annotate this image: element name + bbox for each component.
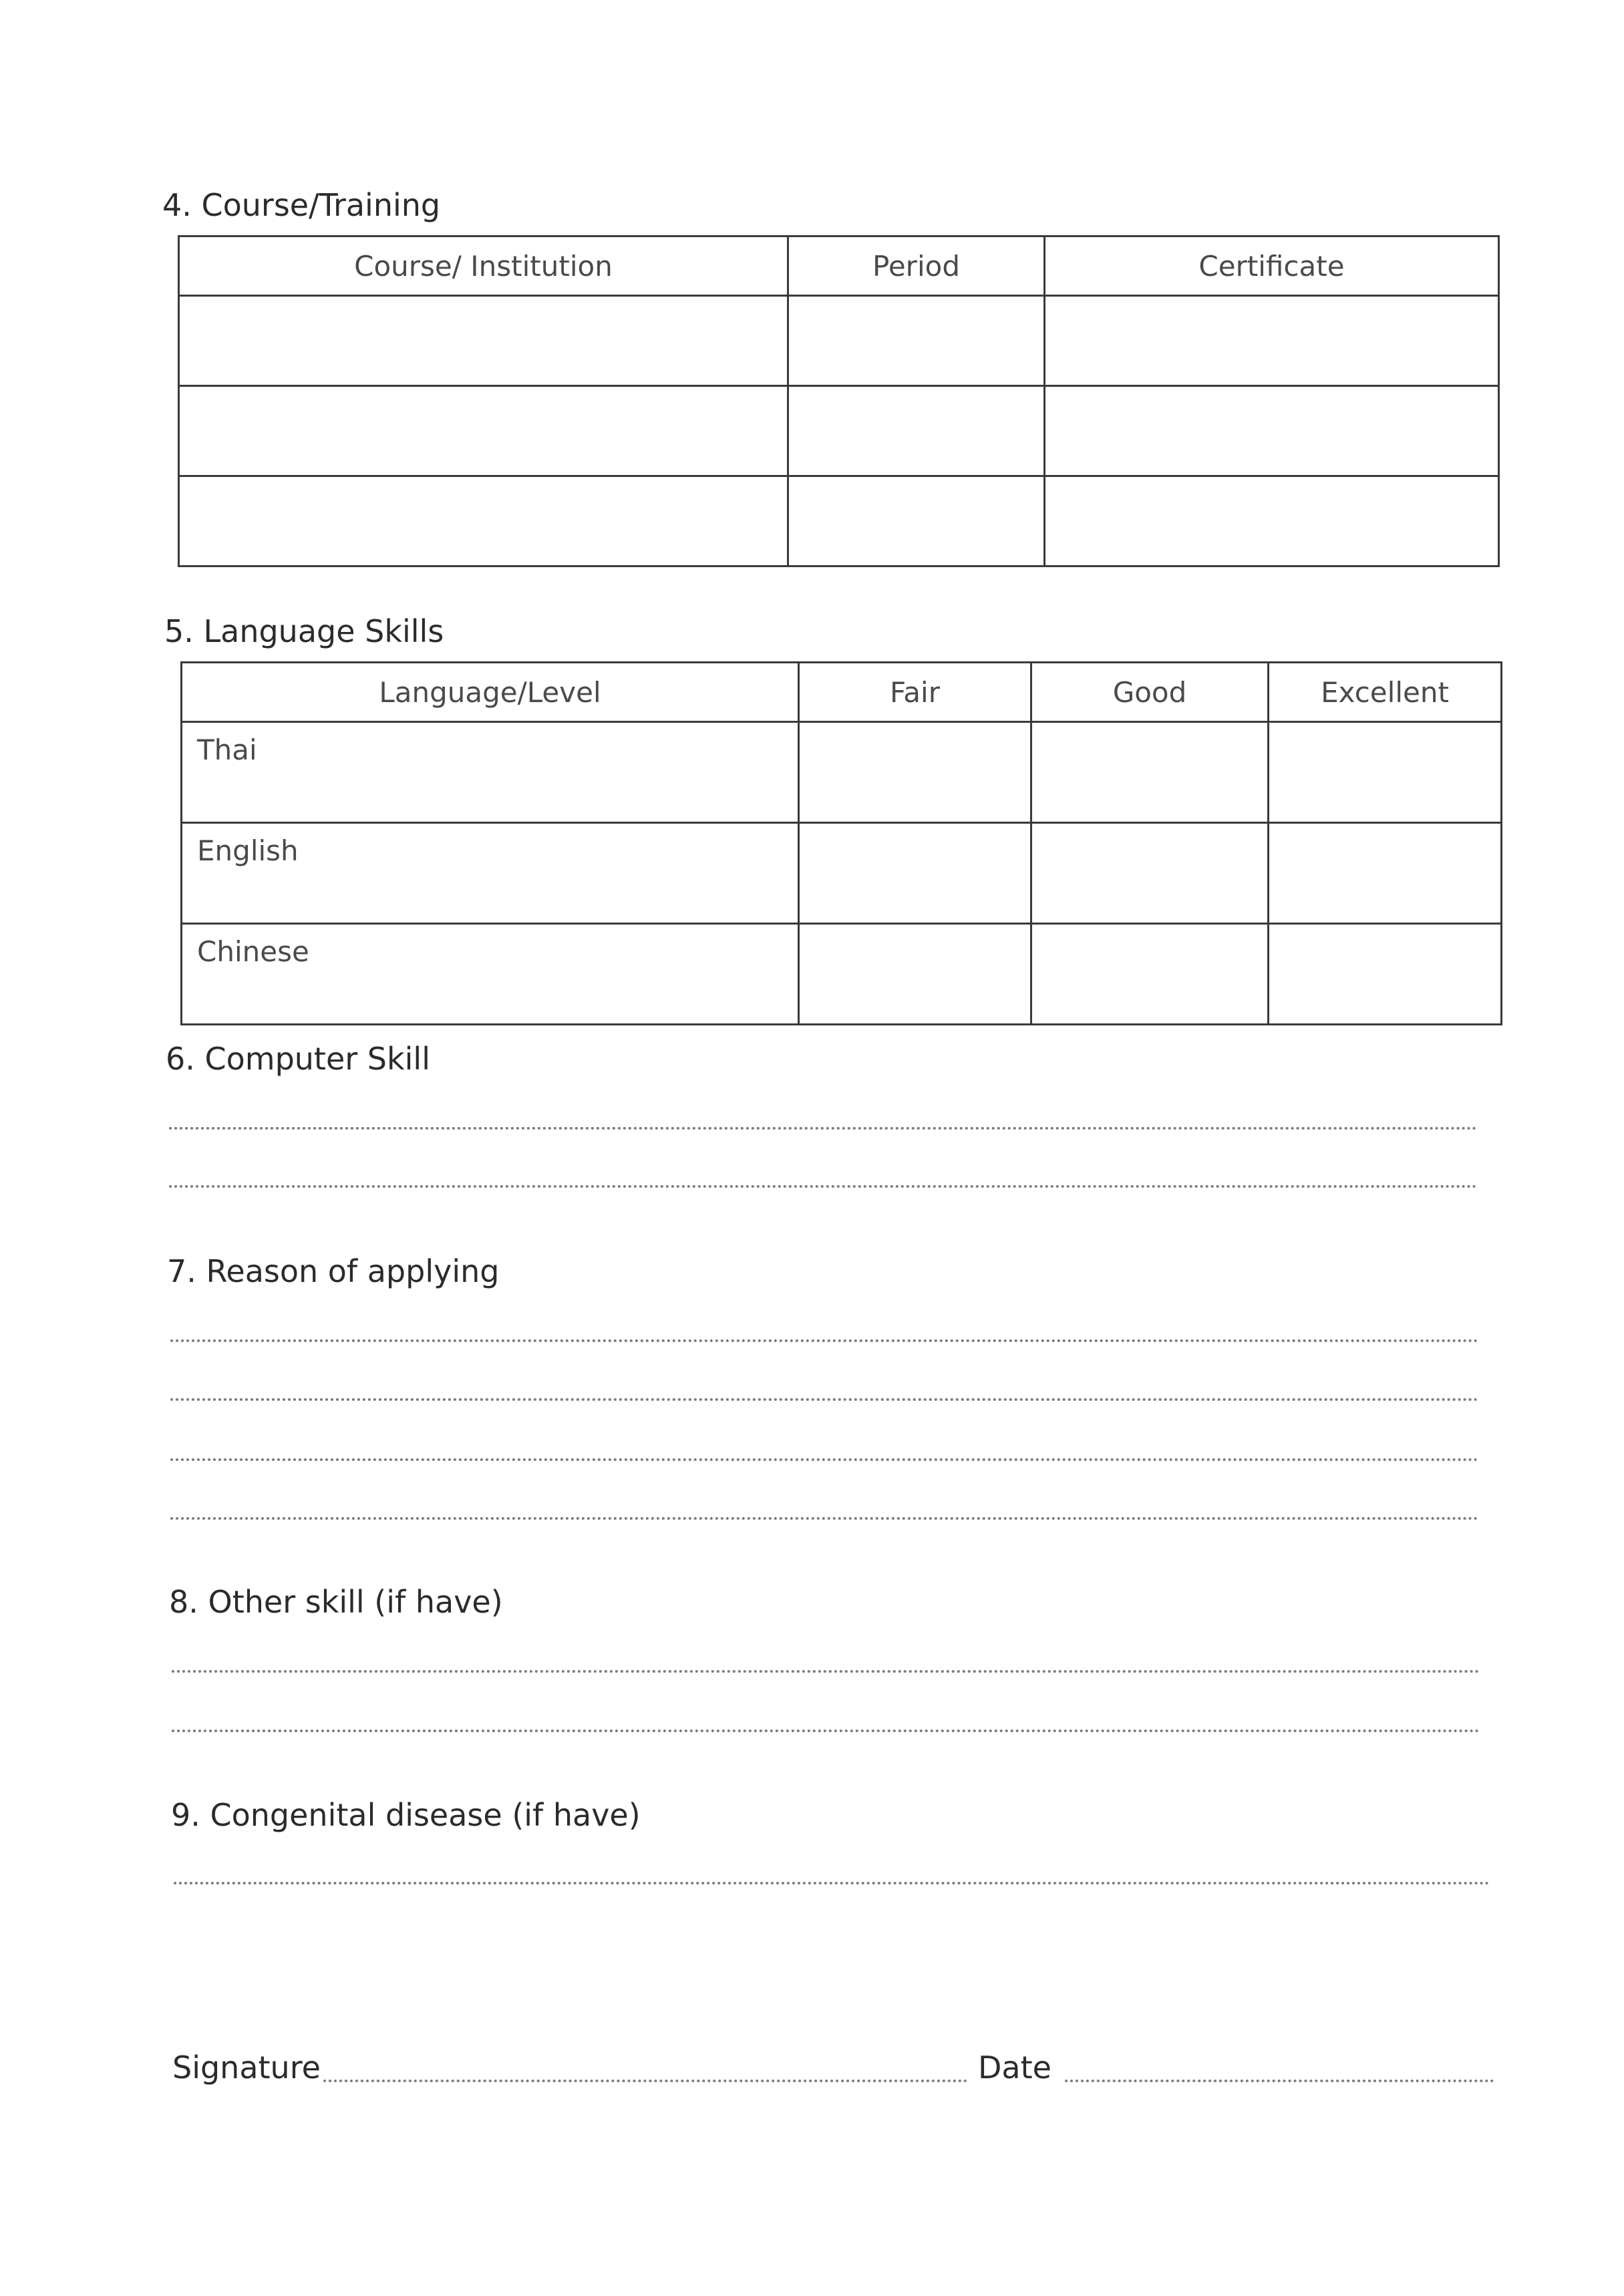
congenital-disease-heading: 9. Congenital disease (if have) — [171, 1797, 641, 1833]
table-row — [182, 823, 1502, 924]
column-header-certificate: Certificate — [1045, 236, 1499, 296]
course-institution-cell[interactable] — [179, 476, 788, 566]
excellent-cell[interactable] — [1269, 722, 1502, 823]
date-line[interactable] — [1065, 2080, 1494, 2082]
column-header-period: Period — [788, 236, 1045, 296]
certificate-cell[interactable] — [1045, 476, 1499, 566]
good-cell[interactable] — [1031, 924, 1269, 1025]
column-header-good: Good — [1031, 663, 1269, 722]
congenital-disease-line[interactable] — [174, 1882, 1490, 1884]
table-row — [182, 722, 1502, 823]
column-header-excellent: Excellent — [1269, 663, 1502, 722]
computer-skill-line-1[interactable] — [169, 1127, 1477, 1130]
excellent-cell[interactable] — [1269, 924, 1502, 1025]
certificate-cell[interactable] — [1045, 386, 1499, 476]
signature-label: Signature — [172, 2049, 321, 2086]
other-skill-line-1[interactable] — [172, 1670, 1480, 1673]
signature-date-row — [172, 2049, 1495, 2092]
reason-line-3[interactable] — [170, 1458, 1478, 1461]
language-skills-heading: 5. Language Skills — [164, 613, 444, 649]
computer-skill-heading: 6. Computer Skill — [166, 1041, 430, 1077]
other-skill-heading: 8. Other skill (if have) — [169, 1584, 503, 1620]
signature-line[interactable] — [323, 2080, 967, 2082]
fair-cell[interactable] — [799, 722, 1031, 823]
good-cell[interactable] — [1031, 823, 1269, 924]
period-cell[interactable] — [788, 296, 1045, 386]
reason-line-1[interactable] — [170, 1339, 1478, 1342]
language-name-english: English — [182, 823, 799, 924]
course-institution-cell[interactable] — [179, 296, 788, 386]
period-cell[interactable] — [788, 386, 1045, 476]
computer-skill-line-2[interactable] — [169, 1185, 1477, 1188]
reason-of-applying-heading: 7. Reason of applying — [167, 1253, 500, 1289]
course-training-heading: 4. Course/Training — [162, 187, 441, 223]
date-label: Date — [978, 2049, 1051, 2086]
language-name-thai: Thai — [182, 722, 799, 823]
table-header-row — [179, 236, 1499, 296]
other-skill-line-2[interactable] — [172, 1730, 1480, 1732]
fair-cell[interactable] — [799, 823, 1031, 924]
fair-cell[interactable] — [799, 924, 1031, 1025]
table-header-row — [182, 663, 1502, 722]
period-cell[interactable] — [788, 476, 1045, 566]
table-row — [179, 476, 1499, 566]
column-header-fair: Fair — [799, 663, 1031, 722]
column-header-language-level: Language/Level — [182, 663, 799, 722]
good-cell[interactable] — [1031, 722, 1269, 823]
table-row — [179, 296, 1499, 386]
course-training-table — [178, 235, 1500, 567]
reason-line-2[interactable] — [170, 1398, 1478, 1401]
table-row — [179, 386, 1499, 476]
language-name-chinese: Chinese — [182, 924, 799, 1025]
column-header-course-institution: Course/ Institution — [179, 236, 788, 296]
language-skills-table — [180, 661, 1502, 1025]
table-row — [182, 924, 1502, 1025]
certificate-cell[interactable] — [1045, 296, 1499, 386]
reason-line-4[interactable] — [170, 1517, 1478, 1520]
course-institution-cell[interactable] — [179, 386, 788, 476]
excellent-cell[interactable] — [1269, 823, 1502, 924]
